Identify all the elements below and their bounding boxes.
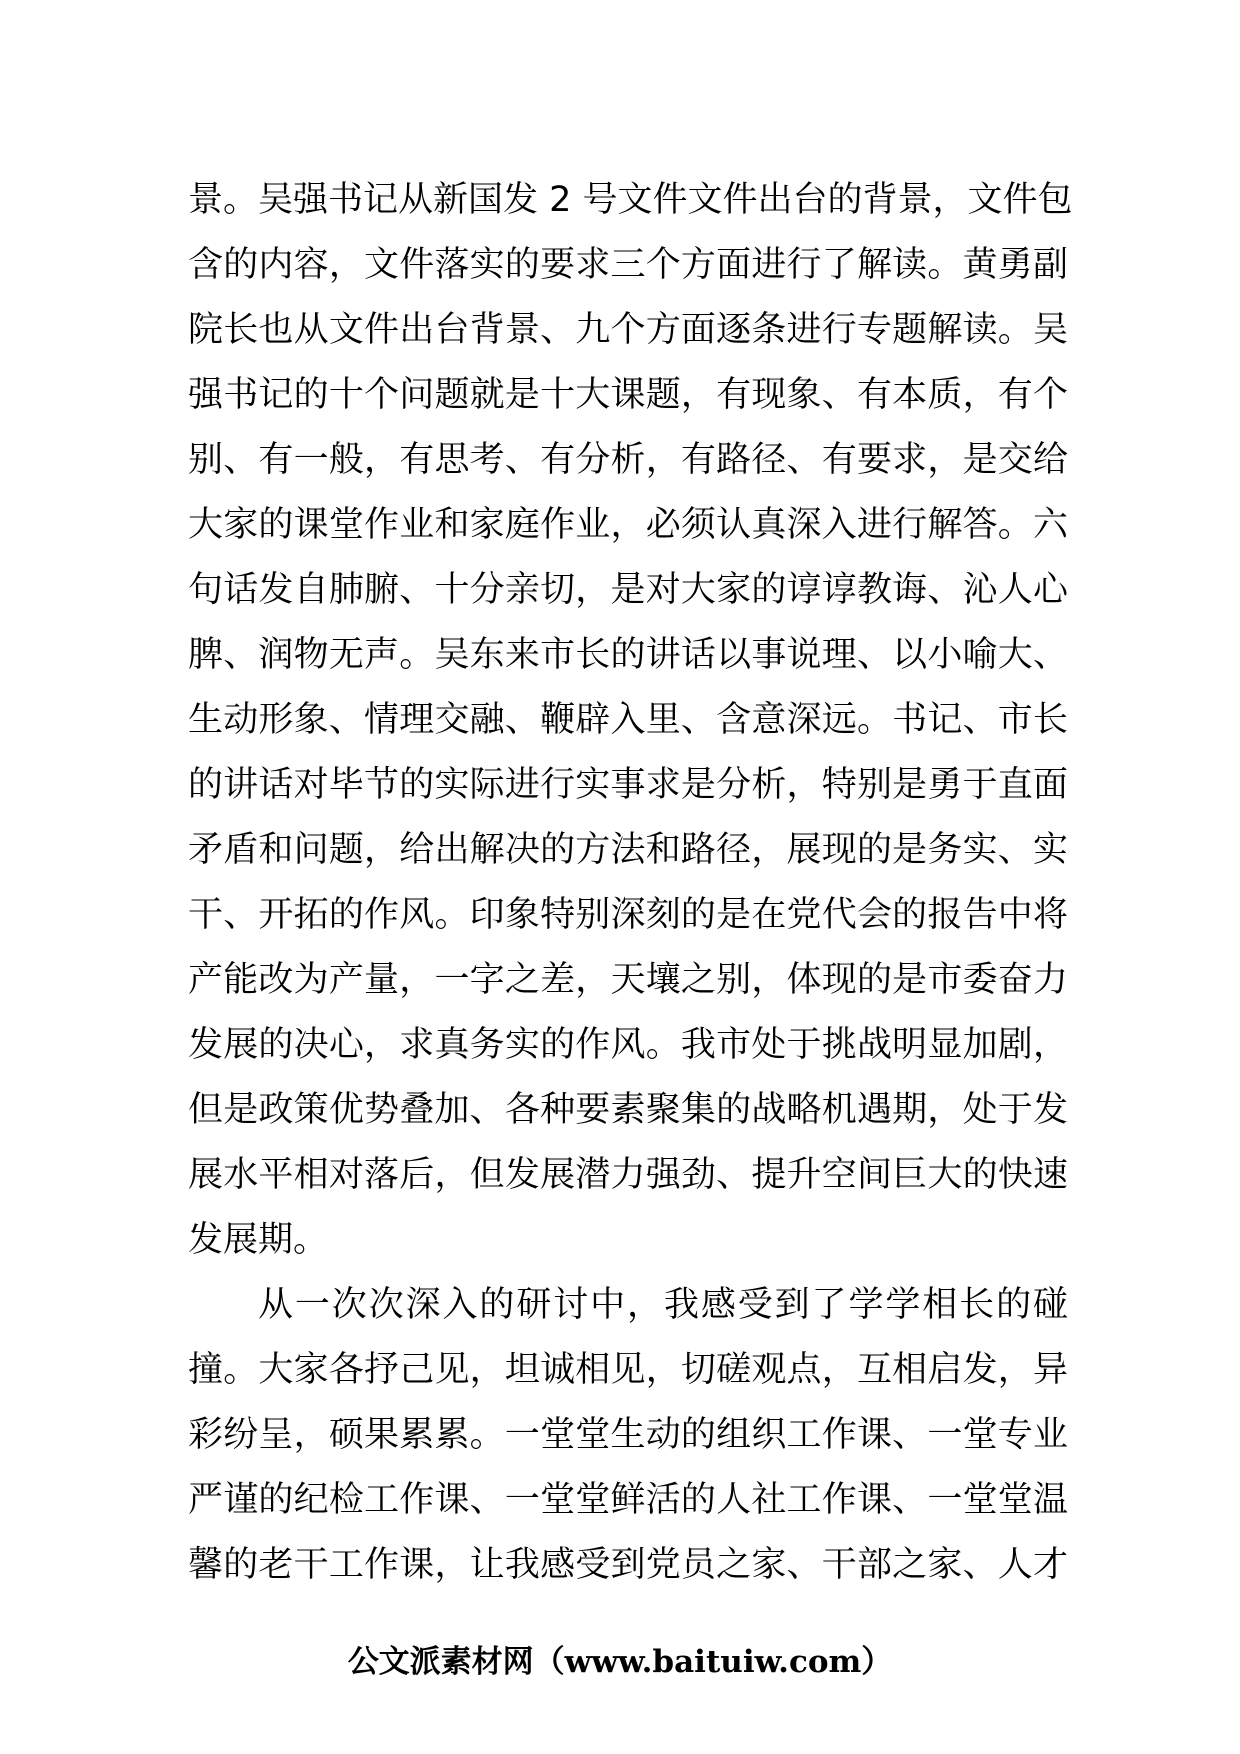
- text-line: 生动形象、情理交融、鞭辟入里、含意深远。书记、市长: [188, 700, 1068, 740]
- text-line: 别、有一般，有思考、有分析，有路径、有要求，是交给: [188, 440, 1068, 480]
- document-body: [188, 168, 1073, 1598]
- text-line: 发展的决心，求真务实的作风。我市处于挑战明显加剧，: [188, 1025, 1068, 1065]
- text-line: 产能改为产量，一字之差，天壤之别，体现的是市委奋力: [188, 960, 1068, 1000]
- text-line: 严谨的纪检工作课、一堂堂鲜活的人社工作课、一堂堂温: [188, 1480, 1068, 1520]
- text-line: 干、开拓的作风。印象特别深刻的是在党代会的报告中将: [188, 895, 1068, 935]
- text-line: 彩纷呈，硕果累累。一堂堂生动的组织工作课、一堂专业: [188, 1415, 1068, 1455]
- text-line: 句话发自肺腑、十分亲切，是对大家的谆谆教诲、沁人心: [188, 570, 1068, 610]
- text-line-indented: 从一次次深入的研讨中，我感受到了学学相长的碰: [258, 1285, 1068, 1325]
- text-line: 撞。大家各抒己见，坦诚相见，切磋观点，互相启发，异: [188, 1350, 1068, 1390]
- text-line-paragraph-end: 发展期。: [188, 1220, 329, 1260]
- text-line: 矛盾和问题，给出解决的方法和路径，展现的是务实、实: [188, 830, 1068, 870]
- footer-watermark-text: 公文派素材网（www.baituiw.com）: [347, 1644, 893, 1680]
- text-line: 院长也从文件出台背景、九个方面逐条进行专题解读。吴: [188, 310, 1068, 350]
- text-line: 但是政策优势叠加、各种要素聚集的战略机遇期，处于发: [188, 1090, 1068, 1130]
- text-line: 的讲话对毕节的实际进行实事求是分析，特别是勇于直面: [188, 765, 1068, 805]
- text-line: 脾、润物无声。吴东来市长的讲话以事说理、以小喻大、: [188, 635, 1068, 675]
- text-line: 强书记的十个问题就是十大课题，有现象、有本质，有个: [188, 375, 1068, 415]
- text-line: 展水平相对落后，但发展潜力强劲、提升空间巨大的快速: [188, 1155, 1068, 1195]
- text-line: 含的内容，文件落实的要求三个方面进行了解读。黄勇副: [188, 245, 1068, 285]
- text-line: 大家的课堂作业和家庭作业，必须认真深入进行解答。六: [188, 505, 1068, 545]
- text-line: 景。吴强书记从新国发 2 号文件文件出台的背景，文件包: [188, 180, 1073, 220]
- text-line: 馨的老干工作课，让我感受到党员之家、干部之家、人才: [188, 1545, 1068, 1585]
